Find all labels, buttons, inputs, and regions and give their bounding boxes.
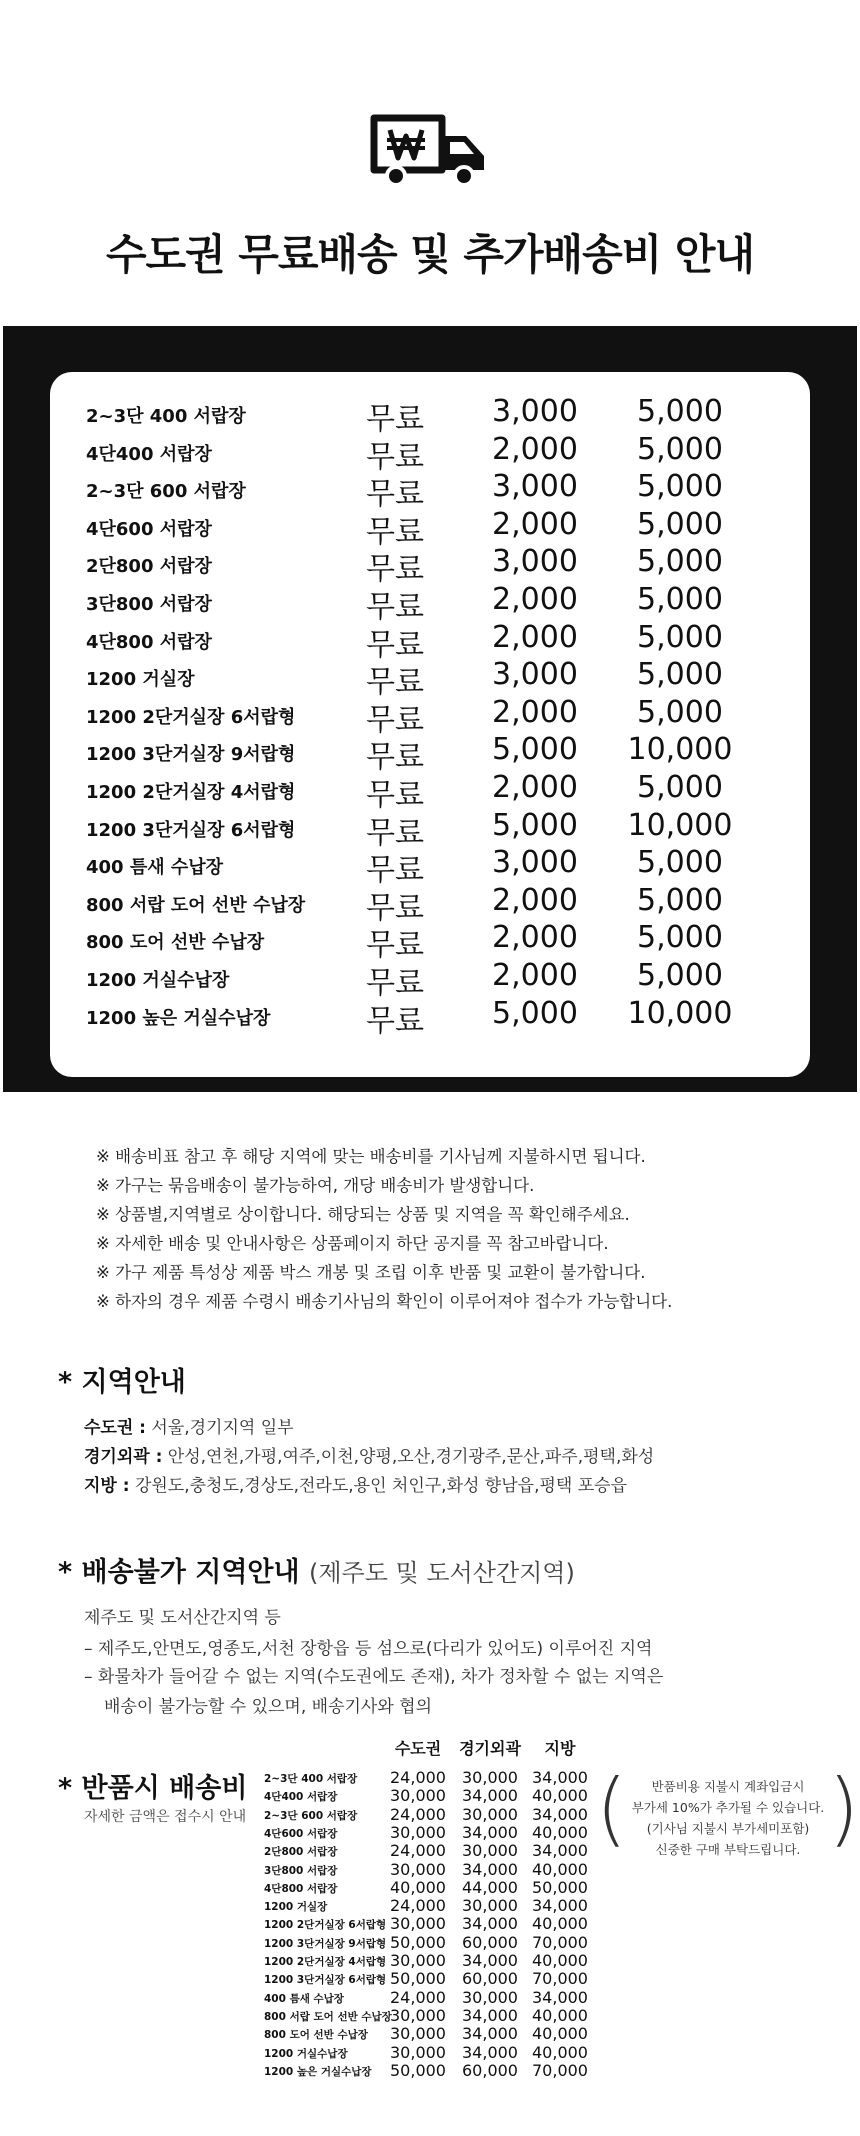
return-cell: 30,000	[390, 2005, 446, 2025]
no-delivery-section-title	[58, 1550, 575, 1589]
table-cell: 3,000	[492, 657, 578, 693]
return-cell: 60,000	[462, 1969, 518, 1989]
return-note-line: 반품비용 지불시 계좌입금시	[651, 1779, 805, 1794]
return-cell: 70,000	[532, 1969, 588, 1989]
note-line: ※ 가구는 묶음배송이 불가능하여, 개당 배송비가 발생합니다.	[96, 1176, 535, 1195]
table-row-label: 4단600 서랍장	[86, 518, 212, 540]
table-cell: 5,000	[637, 582, 723, 617]
paren-open: (	[596, 1762, 628, 1855]
table-row-label: 800 서랍 도어 선반 수납장	[86, 894, 306, 916]
return-cell: 50,000	[390, 2060, 446, 2080]
no-delivery-line: – 화물차가 들어갈 수 없는 지역(수도권에도 존재), 차가 정차할 수 없는 지역은	[84, 1667, 664, 1687]
return-cell: 50,000	[390, 1969, 446, 1989]
region-line-province: 지방 : 강원도,충청도,경상도,전라도,용인 처인구,화성 향남읍,평택 포승읍	[84, 1476, 627, 1496]
table-row-label: 2~3단 400 서랍장	[86, 406, 246, 427]
return-cell: 30,000	[390, 2042, 446, 2062]
return-cell: 44,000	[462, 1877, 518, 1897]
table-cell: 무료	[366, 514, 424, 550]
table-cell: 2,000	[492, 920, 578, 956]
table-row-label: 2단800 서랍장	[86, 556, 212, 578]
return-cell: 40,000	[532, 1914, 588, 1934]
return-cell: 30,000	[462, 1987, 518, 2007]
return-cell: 34,000	[462, 2005, 518, 2025]
table-cell: 2,000	[492, 619, 578, 655]
return-cell: 24,000	[390, 1841, 446, 1861]
return-cell: 30,000	[462, 1896, 518, 1916]
return-cell: 24,000	[390, 1987, 446, 2007]
return-cell: 34,000	[462, 2024, 518, 2044]
no-delivery-line: 제주도 및 도서산간지역 등	[84, 1608, 281, 1628]
return-cell: 40,000	[532, 1859, 588, 1879]
no-delivery-line: 배송이 불가능할 수 있으며, 배송기사와 협의	[104, 1697, 433, 1717]
table-row-label: 2~3단 600 서랍장	[86, 481, 246, 503]
return-row-label: 3단800 서랍장	[264, 1864, 338, 1877]
return-header-province: 지방	[544, 1739, 576, 1758]
asterisk-icon: *	[58, 1367, 73, 1398]
header-gyeonggi-outer: 경기외곽	[478, 333, 592, 367]
region-title: 지역안내	[81, 1367, 186, 1398]
return-cell: 34,000	[532, 1987, 588, 2007]
table-cell: 무료	[366, 815, 424, 851]
return-cell: 34,000	[462, 1786, 518, 1806]
note-line: ※ 상품별,지역별로 상이합니다. 해당되는 상품 및 지역을 꼭 확인해주세요.	[96, 1205, 630, 1224]
truck-won-icon	[370, 112, 490, 192]
table-cell: 무료	[366, 439, 424, 475]
return-cell: 34,000	[462, 1951, 518, 1970]
return-cell: 34,000	[532, 1841, 588, 1861]
return-header-capital: 수도권	[394, 1739, 442, 1758]
table-cell: 5,000	[637, 958, 723, 993]
return-row-label: 800 서랍 도어 선반 수납장	[264, 2010, 392, 2023]
paren-close: )	[828, 1762, 860, 1855]
no-delivery-subtitle: (제주도 및 도서산간지역)	[309, 1559, 575, 1587]
table-cell: 2,000	[492, 958, 578, 993]
return-cell: 50,000	[390, 1932, 446, 1952]
table-cell: 2,000	[492, 694, 578, 730]
region-section-title	[58, 1360, 186, 1399]
return-cell: 30,000	[462, 1804, 518, 1824]
return-note-line: (기사님 지불시 부가세미포함)	[646, 1821, 810, 1836]
return-row-label: 4단400 서랍장	[264, 1791, 338, 1804]
table-cell: 무료	[366, 402, 424, 437]
return-fee-title: 반품시 배송비	[81, 1773, 248, 1804]
table-row-label: 400 틈새 수납장	[86, 857, 224, 879]
table-cell: 무료	[366, 702, 424, 738]
return-cell: 60,000	[462, 1932, 518, 1952]
table-cell: 무료	[366, 477, 424, 513]
table-cell: 5,000	[492, 807, 578, 843]
return-cell: 30,000	[390, 1914, 446, 1934]
return-row-label: 1200 거실수납장	[264, 2047, 348, 2060]
return-cell: 30,000	[462, 1768, 518, 1787]
return-cell: 40,000	[532, 2024, 588, 2044]
return-cell: 40,000	[532, 1786, 588, 1806]
return-cell: 34,000	[462, 1914, 518, 1934]
table-cell: 무료	[366, 778, 424, 813]
region-line-gyeonggi-outer: 경기외곽 : 안성,연천,가평,여주,이천,양평,오산,경기광주,문산,파주,평택,화성	[84, 1447, 655, 1467]
return-row-label: 4단800 서랍장	[264, 1882, 338, 1895]
return-cell: 70,000	[532, 1932, 588, 1952]
return-cell: 60,000	[462, 2060, 518, 2080]
table-cell: 10,000	[627, 732, 733, 768]
table-cell: 무료	[366, 552, 424, 588]
return-cell: 40,000	[532, 2042, 588, 2062]
return-note-line: 신중한 구매 부탁드립니다.	[655, 1842, 801, 1857]
table-cell: 무료	[366, 590, 424, 625]
return-row-label: 2~3단 400 서랍장	[264, 1773, 358, 1785]
return-cell: 50,000	[532, 1877, 588, 1897]
table-cell: 5,000	[637, 770, 723, 805]
table-cell: 무료	[366, 1003, 424, 1039]
return-fee-subtitle: 자세한 금액은 접수시 안내	[84, 1809, 247, 1825]
return-cell: 40,000	[532, 2005, 588, 2025]
table-cell: 5,000	[637, 920, 723, 956]
table-row-label: 1200 2단거실장 6서랍형	[86, 706, 296, 728]
table-cell: 무료	[366, 665, 424, 701]
table-cell: 2,000	[492, 770, 578, 805]
return-row-label: 1200 3단거실장 6서랍형	[264, 1974, 387, 1987]
table-cell: 3,000	[492, 544, 578, 580]
table-cell: 5,000	[637, 694, 723, 730]
page-title: 수도권 무료배송 및 추가배송비 안내	[105, 230, 755, 279]
return-cell: 24,000	[390, 1896, 446, 1916]
return-cell: 34,000	[532, 1804, 588, 1824]
table-row-label: 1200 거실수납장	[86, 970, 230, 991]
table-row-label: 1200 높은 거실수납장	[86, 1007, 271, 1029]
table-cell: 5,000	[637, 469, 723, 505]
table-row-label: 3단800 서랍장	[86, 594, 212, 615]
table-cell: 무료	[366, 627, 424, 663]
table-cell: 5,000	[637, 506, 723, 542]
table-cell: 5,000	[637, 544, 723, 580]
return-cell: 34,000	[532, 1896, 588, 1916]
return-row-label: 1200 높은 거실수납장	[264, 2065, 372, 2078]
asterisk-icon: *	[58, 1557, 73, 1588]
header-province: 지방	[651, 333, 709, 367]
table-cell: 3,000	[492, 394, 578, 429]
table-cell: 2,000	[492, 882, 578, 918]
note-line: ※ 자세한 배송 및 안내사항은 상품페이지 하단 공지를 꼭 참고바랍니다.	[96, 1234, 609, 1253]
return-cell: 30,000	[390, 2024, 446, 2044]
table-row-label: 1200 3단거실장 9서랍형	[86, 744, 296, 766]
return-row-label: 1200 2단거실장 4서랍형	[264, 1956, 387, 1968]
table-cell: 무료	[366, 928, 424, 964]
table-cell: 5,000	[637, 394, 723, 429]
table-cell: 무료	[366, 966, 424, 1001]
table-cell: 5,000	[637, 431, 723, 467]
table-cell: 무료	[366, 853, 424, 889]
return-row-label: 1200 3단거실장 9서랍형	[264, 1937, 387, 1950]
note-line: ※ 배송비표 참고 후 해당 지역에 맞는 배송비를 기사님께 지불하시면 됩니다.	[96, 1147, 646, 1166]
return-cell: 24,000	[390, 1768, 446, 1787]
return-cell: 34,000	[462, 1859, 518, 1879]
return-header-gyeonggi-outer: 경기외곽	[459, 1739, 521, 1758]
table-cell: 무료	[366, 740, 424, 776]
return-cell: 30,000	[390, 1859, 446, 1879]
table-row-label: 4단800 서랍장	[86, 631, 212, 653]
return-row-label: 2단800 서랍장	[264, 1846, 338, 1859]
header-capital: 수도권	[352, 333, 438, 367]
return-cell: 34,000	[462, 2042, 518, 2062]
note-line: ※ 하자의 경우 제품 수령시 배송기사님의 확인이 이루어져야 접수가 가능합니다.	[96, 1292, 673, 1311]
return-cell: 70,000	[532, 2060, 588, 2080]
asterisk-icon: *	[58, 1773, 73, 1804]
return-cell: 30,000	[390, 1822, 446, 1842]
table-cell: 10,000	[627, 995, 733, 1031]
return-fee-section-title	[58, 1766, 247, 1805]
table-cell: 5,000	[492, 995, 578, 1031]
return-row-label: 1200 2단거실장 6서랍형	[264, 1919, 387, 1932]
table-cell: 2,000	[492, 431, 578, 467]
return-fee-note	[618, 1776, 838, 1860]
return-row-label: 800 도어 선반 수납장	[264, 2029, 368, 2042]
table-cell: 5,000	[637, 619, 723, 655]
table-cell: 5,000	[637, 845, 723, 881]
return-cell: 30,000	[390, 1951, 446, 1970]
table-cell: 3,000	[492, 469, 578, 505]
table-cell: 5,000	[492, 732, 578, 768]
return-cell: 34,000	[462, 1822, 518, 1842]
return-cell: 40,000	[532, 1822, 588, 1842]
return-cell: 30,000	[390, 1786, 446, 1806]
table-cell: 무료	[366, 890, 424, 926]
table-row-label: 1200 거실장	[86, 669, 195, 691]
table-row-label: 1200 2단거실장 4서랍형	[86, 782, 296, 803]
region-line-capital: 수도권 : 서울,경기지역 일부	[84, 1418, 294, 1438]
return-row-label: 1200 거실장	[264, 1901, 328, 1914]
table-row-label: 4단400 서랍장	[86, 443, 212, 465]
table-row-label: 1200 3단거실장 6서랍형	[86, 819, 296, 841]
return-cell: 34,000	[532, 1768, 588, 1787]
return-cell: 40,000	[390, 1877, 446, 1897]
table-cell: 2,000	[492, 506, 578, 542]
table-cell: 5,000	[637, 882, 723, 918]
no-delivery-title: 배송불가 지역안내	[81, 1557, 300, 1588]
return-row-label: 2~3단 600 서랍장	[264, 1809, 358, 1822]
table-cell: 3,000	[492, 845, 578, 881]
return-cell: 30,000	[462, 1841, 518, 1861]
return-row-label: 4단600 서랍장	[264, 1827, 338, 1840]
table-cell: 2,000	[492, 582, 578, 617]
note-line: ※ 가구 제품 특성상 제품 박스 개봉 및 조립 이후 반품 및 교환이 불가합니다.	[96, 1263, 646, 1282]
table-cell: 5,000	[637, 657, 723, 693]
table-row-label: 800 도어 선반 수납장	[86, 932, 265, 954]
table-cell: 10,000	[627, 807, 733, 843]
return-cell: 24,000	[390, 1804, 446, 1824]
return-cell: 40,000	[532, 1951, 588, 1970]
return-note-line: 부가세 10%가 추가될 수 있습니다.	[631, 1800, 825, 1815]
return-row-label: 400 틈새 수납장	[264, 1992, 344, 2005]
no-delivery-line: – 제주도,안면도,영종도,서천 장항읍 등 섬으로(다리가 있어도) 이루어진 지역	[84, 1639, 653, 1659]
